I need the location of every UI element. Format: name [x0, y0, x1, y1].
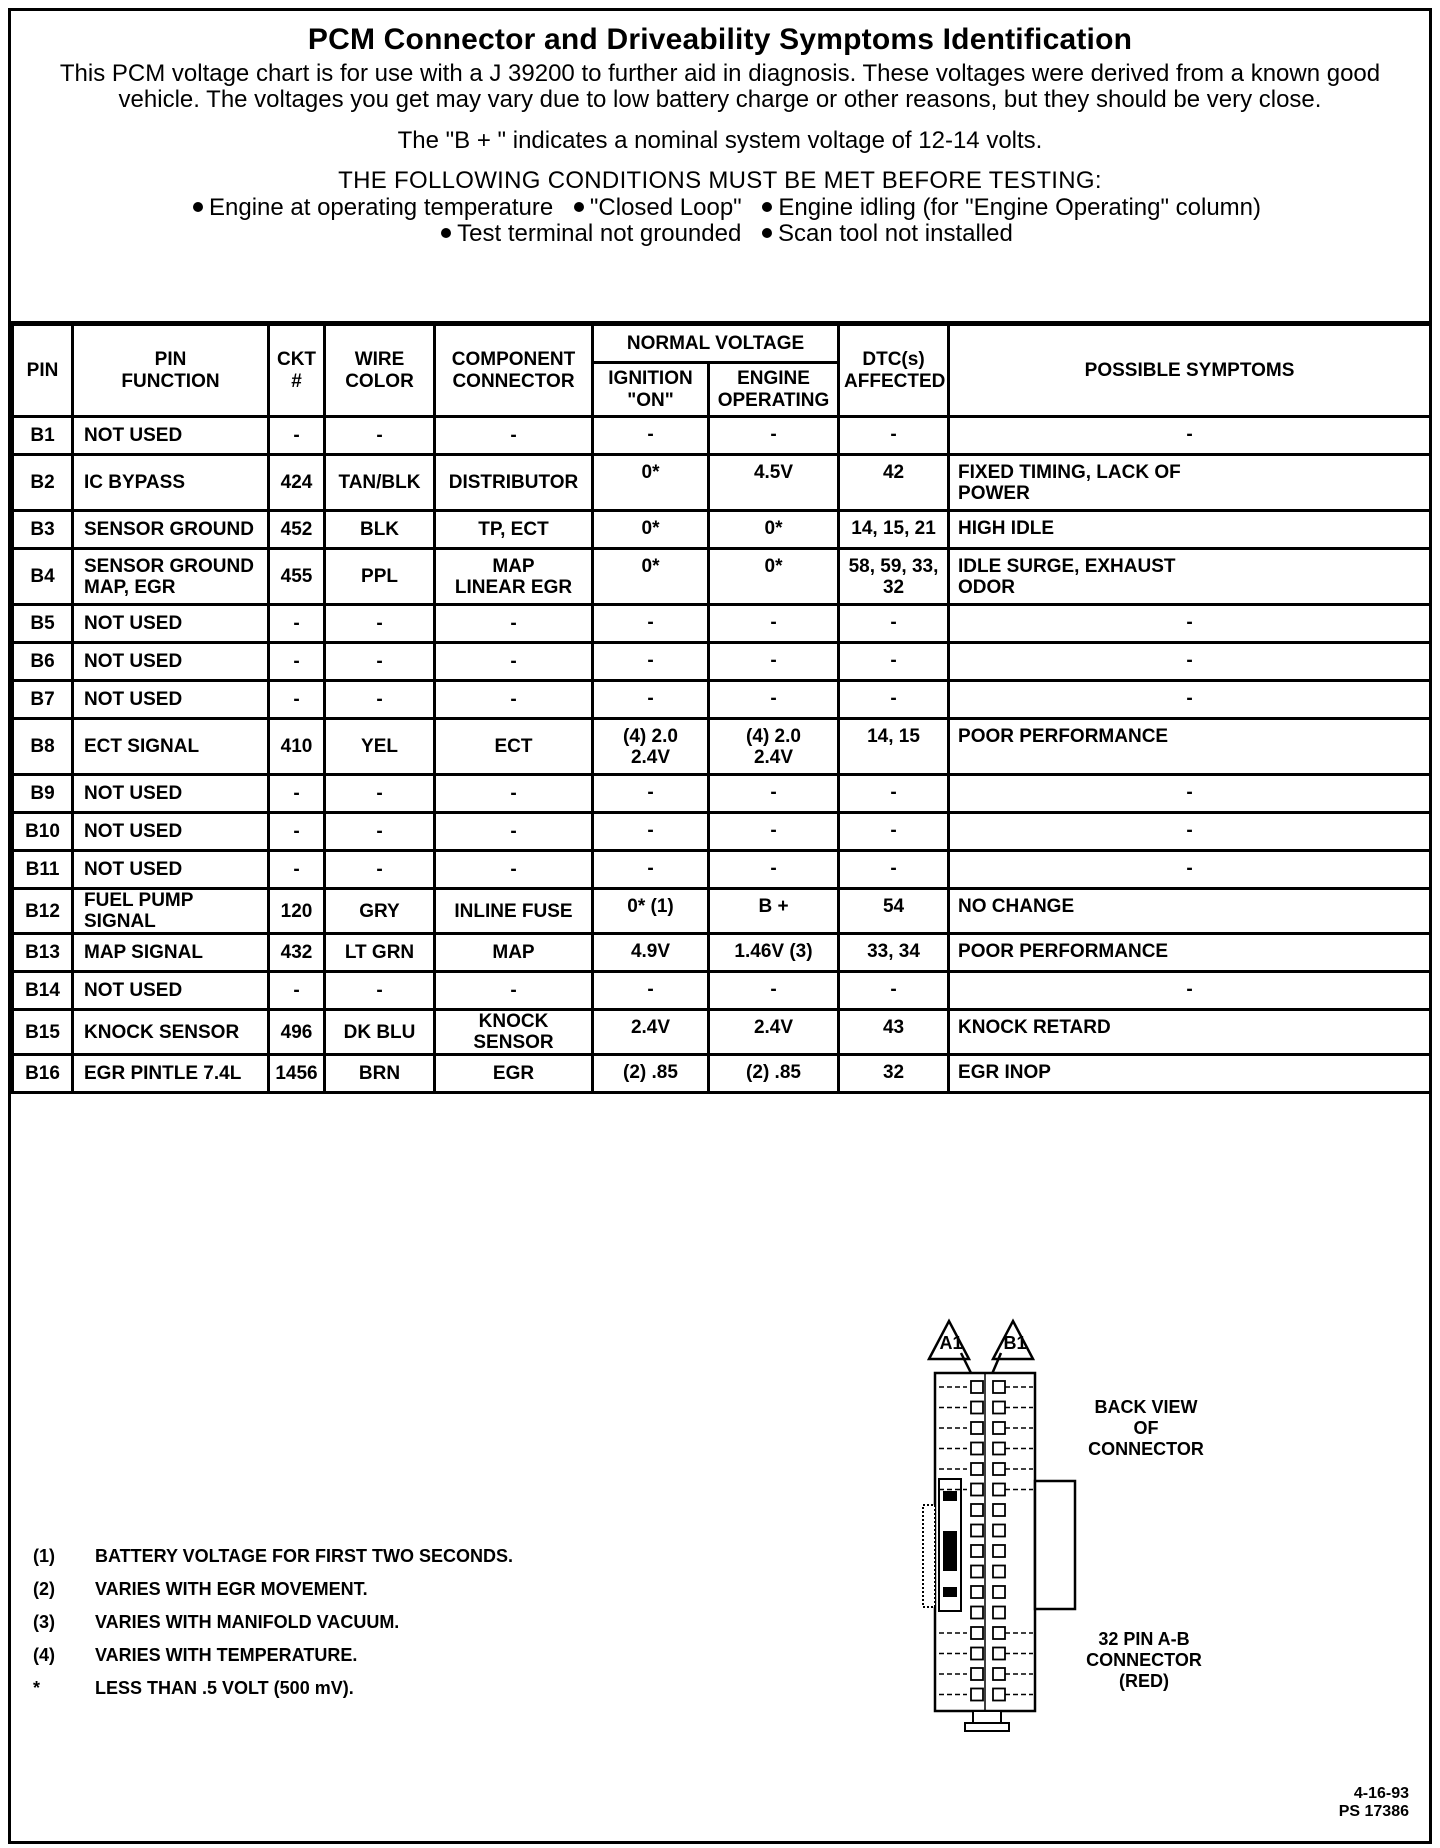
ignition-on-cell: - — [593, 605, 709, 643]
ckt-cell: - — [269, 417, 325, 455]
symptoms-cell: - — [949, 775, 1431, 813]
connector-pin — [971, 1525, 983, 1537]
connector-pin — [971, 1627, 983, 1639]
engine-operating-cell: (4) 2.0 2.4V — [709, 719, 839, 775]
table-row — [13, 813, 1431, 851]
dtc-cell: 33, 34 — [839, 934, 949, 972]
function-cell: NOT USED — [73, 851, 269, 889]
pin-cell: B5 — [13, 605, 73, 643]
table-row — [13, 549, 1431, 605]
wire-cell: - — [325, 851, 435, 889]
function-cell: NOT USED — [73, 681, 269, 719]
table-row — [13, 455, 1431, 511]
footnote-mark: (1) — [33, 1546, 55, 1566]
engine-operating-cell: B + — [709, 889, 839, 934]
engine-operating-cell: - — [709, 417, 839, 455]
connector-pin — [971, 1422, 983, 1434]
pin-cell: B1 — [13, 417, 73, 455]
footnote-text: VARIES WITH TEMPERATURE. — [95, 1645, 358, 1665]
symptoms-cell: POOR PERFORMANCE — [949, 934, 1431, 972]
ignition-on-cell: - — [593, 417, 709, 455]
connector-pin — [971, 1689, 983, 1701]
wire-cell: - — [325, 775, 435, 813]
function-cell: MAP SIGNAL — [73, 934, 269, 972]
footnote-text: VARIES WITH EGR MOVEMENT. — [95, 1579, 368, 1599]
footnote-mark: (2) — [33, 1579, 55, 1599]
ignition-on-cell: - — [593, 851, 709, 889]
table-row — [13, 889, 1431, 934]
wire-cell: YEL — [325, 719, 435, 775]
dtc-cell: - — [839, 681, 949, 719]
connector-pin — [993, 1648, 1005, 1660]
ignition-on-cell: - — [593, 813, 709, 851]
connector-pin — [993, 1627, 1005, 1639]
col-header-ignition-on: IGNITION "ON" — [593, 363, 709, 417]
pin-cell: B16 — [13, 1055, 73, 1093]
connector-pin — [993, 1545, 1005, 1557]
symptoms-cell: NO CHANGE — [949, 889, 1431, 934]
connector-pin — [993, 1463, 1005, 1475]
pin-cell: B11 — [13, 851, 73, 889]
ckt-cell: 452 — [269, 511, 325, 549]
symptoms-cell: POOR PERFORMANCE — [949, 719, 1431, 775]
pin-cell: B12 — [13, 889, 73, 934]
footer — [1339, 1785, 1409, 1821]
connector-latch — [1035, 1481, 1075, 1609]
connector-pin — [971, 1463, 983, 1475]
pin-cell: B9 — [13, 775, 73, 813]
dtc-cell: 42 — [839, 455, 949, 511]
ignition-on-cell: 0* (1) — [593, 889, 709, 934]
condition-item: Test terminal not grounded — [457, 220, 742, 247]
ignition-on-cell: 0* — [593, 455, 709, 511]
wire-cell: - — [325, 605, 435, 643]
ignition-on-cell: 0* — [593, 511, 709, 549]
ckt-cell: 455 — [269, 549, 325, 605]
footer-code: PS 17386 — [1338, 1803, 1409, 1820]
document-frame — [8, 8, 1432, 1844]
dtc-cell: 58, 59, 33, 32 — [839, 549, 949, 605]
b1-label: B1 — [1003, 1333, 1027, 1353]
wire-cell: - — [325, 681, 435, 719]
col-header-component: COMPONENT CONNECTOR — [435, 325, 593, 417]
component-cell: - — [435, 972, 593, 1010]
ckt-cell: 120 — [269, 889, 325, 934]
condition-item: Scan tool not installed — [778, 220, 1013, 247]
component-cell: - — [435, 851, 593, 889]
pin-cell: B10 — [13, 813, 73, 851]
col-header-function: PIN FUNCTION — [73, 325, 269, 417]
function-cell: SENSOR GROUND MAP, EGR — [73, 549, 269, 605]
table-row — [13, 1010, 1431, 1055]
function-cell: NOT USED — [73, 775, 269, 813]
ignition-on-cell: 2.4V — [593, 1010, 709, 1055]
footnote — [33, 1645, 513, 1678]
col-header-ckt: CKT # — [269, 325, 325, 417]
symptoms-cell: FIXED TIMING, LACK OF POWER — [949, 455, 1431, 511]
wire-cell: - — [325, 813, 435, 851]
symptoms-cell: - — [949, 851, 1431, 889]
component-cell: - — [435, 605, 593, 643]
connector-pin — [971, 1586, 983, 1598]
engine-operating-cell: 1.46V (3) — [709, 934, 839, 972]
footnote-mark: * — [33, 1678, 41, 1698]
pin-rows — [13, 417, 1431, 1093]
table-row — [13, 1055, 1431, 1093]
footnote-mark: (4) — [33, 1645, 55, 1665]
pin-cell: B8 — [13, 719, 73, 775]
wire-cell: BLK — [325, 511, 435, 549]
ckt-cell: - — [269, 643, 325, 681]
pin-cell: B13 — [13, 934, 73, 972]
connector-pin — [993, 1402, 1005, 1414]
back-view-label: BACK VIEW OF CONNECTOR — [1088, 1397, 1204, 1459]
col-header-engine-operating: ENGINE OPERATING — [709, 363, 839, 417]
engine-operating-cell: - — [709, 775, 839, 813]
pin-cell: B3 — [13, 511, 73, 549]
col-header-wire: WIRE COLOR — [325, 325, 435, 417]
ckt-cell: 424 — [269, 455, 325, 511]
connector-diagram — [901, 1311, 1261, 1751]
component-cell: KNOCK SENSOR — [435, 1010, 593, 1055]
connector-pin — [993, 1443, 1005, 1455]
connector-pin — [993, 1566, 1005, 1578]
connector-pin — [993, 1422, 1005, 1434]
wire-cell: LT GRN — [325, 934, 435, 972]
conditions-line-2 — [11, 221, 1429, 247]
connector-pin — [971, 1648, 983, 1660]
footnote-text: VARIES WITH MANIFOLD VACUUM. — [95, 1612, 400, 1632]
engine-operating-cell: - — [709, 643, 839, 681]
connector-pin — [971, 1668, 983, 1680]
bplus-note: The "B + " indicates a nominal system voltage of 12-14 volts. — [397, 127, 1043, 154]
function-cell: KNOCK SENSOR — [73, 1010, 269, 1055]
dtc-cell: - — [839, 417, 949, 455]
table-row — [13, 972, 1431, 1010]
footnote-text: LESS THAN .5 VOLT (500 mV). — [95, 1678, 354, 1698]
bullet-icon — [762, 228, 772, 238]
engine-operating-cell: - — [709, 605, 839, 643]
component-cell: - — [435, 813, 593, 851]
engine-operating-cell: - — [709, 681, 839, 719]
table-row — [13, 605, 1431, 643]
a1-label: A1 — [939, 1333, 963, 1353]
component-cell: DISTRIBUTOR — [435, 455, 593, 511]
connector-pin — [993, 1381, 1005, 1393]
wire-cell: PPL — [325, 549, 435, 605]
wire-cell: - — [325, 643, 435, 681]
function-cell: NOT USED — [73, 605, 269, 643]
bullet-icon — [574, 202, 584, 212]
ignition-on-cell: 0* — [593, 549, 709, 605]
pin-cell: B4 — [13, 549, 73, 605]
table-row — [13, 851, 1431, 889]
footnote — [33, 1612, 513, 1645]
component-cell: MAP LINEAR EGR — [435, 549, 593, 605]
table-row — [13, 511, 1431, 549]
function-cell: NOT USED — [73, 643, 269, 681]
symptoms-cell: - — [949, 681, 1431, 719]
col-header-dtc: DTC(s) AFFECTED — [839, 325, 949, 417]
pin-cell: B2 — [13, 455, 73, 511]
connector-pin — [971, 1381, 983, 1393]
symptoms-cell: - — [949, 605, 1431, 643]
conditions-heading: THE FOLLOWING CONDITIONS MUST BE MET BEFORE TESTING: — [338, 167, 1102, 194]
ignition-on-cell: - — [593, 643, 709, 681]
pin-table — [11, 323, 1432, 1094]
footnote-text: BATTERY VOLTAGE FOR FIRST TWO SECONDS. — [95, 1546, 513, 1566]
ckt-cell: 1456 — [269, 1055, 325, 1093]
engine-operating-cell: 2.4V — [709, 1010, 839, 1055]
component-cell: TP, ECT — [435, 511, 593, 549]
page-title: PCM Connector and Driveability Symptoms Identification — [307, 23, 1133, 56]
conditions-line-1 — [11, 195, 1429, 221]
connector-pin — [993, 1504, 1005, 1516]
ckt-cell: - — [269, 851, 325, 889]
ckt-cell: 432 — [269, 934, 325, 972]
connector-pin — [971, 1607, 983, 1619]
connector-pin — [971, 1484, 983, 1496]
wire-cell: DK BLU — [325, 1010, 435, 1055]
ckt-cell: - — [269, 813, 325, 851]
symptoms-cell: - — [949, 417, 1431, 455]
bullet-icon — [441, 228, 451, 238]
wire-cell: - — [325, 972, 435, 1010]
ignition-on-cell: - — [593, 972, 709, 1010]
ckt-cell: - — [269, 681, 325, 719]
function-cell: EGR PINTLE 7.4L — [73, 1055, 269, 1093]
component-cell: - — [435, 417, 593, 455]
bullet-icon — [193, 202, 203, 212]
table-row — [13, 775, 1431, 813]
engine-operating-cell: 0* — [709, 511, 839, 549]
function-cell: NOT USED — [73, 417, 269, 455]
engine-operating-cell: 4.5V — [709, 455, 839, 511]
engine-operating-cell: - — [709, 972, 839, 1010]
footnote-mark: (3) — [33, 1612, 55, 1632]
dtc-cell: - — [839, 851, 949, 889]
ignition-on-cell: 4.9V — [593, 934, 709, 972]
condition-item: Engine at operating temperature — [208, 194, 554, 221]
symptoms-cell: - — [949, 972, 1431, 1010]
symptoms-cell: KNOCK RETARD — [949, 1010, 1431, 1055]
symptoms-cell: - — [949, 643, 1431, 681]
wire-cell: BRN — [325, 1055, 435, 1093]
connector-pin — [993, 1689, 1005, 1701]
symptoms-cell: EGR INOP — [949, 1055, 1431, 1093]
table-row — [13, 681, 1431, 719]
ckt-cell: 496 — [269, 1010, 325, 1055]
dtc-cell: 43 — [839, 1010, 949, 1055]
connector-pin — [993, 1668, 1005, 1680]
ignition-on-cell: - — [593, 775, 709, 813]
ignition-on-cell: - — [593, 681, 709, 719]
dtc-cell: 54 — [839, 889, 949, 934]
connector-pin — [971, 1566, 983, 1578]
wire-cell: TAN/BLK — [325, 455, 435, 511]
table-row — [13, 417, 1431, 455]
symptoms-cell: - — [949, 813, 1431, 851]
component-cell: MAP — [435, 934, 593, 972]
component-cell: INLINE FUSE — [435, 889, 593, 934]
ignition-on-cell: (2) .85 — [593, 1055, 709, 1093]
function-cell: FUEL PUMP SIGNAL — [73, 889, 269, 934]
pin-cell: B15 — [13, 1010, 73, 1055]
footnote — [33, 1678, 513, 1711]
connector-pin — [971, 1402, 983, 1414]
footnote — [33, 1579, 513, 1612]
header — [11, 11, 1429, 324]
ckt-cell: - — [269, 775, 325, 813]
dtc-cell: - — [839, 972, 949, 1010]
connector-pin — [993, 1586, 1005, 1598]
connector-pin — [971, 1443, 983, 1455]
connector-pin — [971, 1504, 983, 1516]
ckt-cell: - — [269, 605, 325, 643]
ckt-cell: 410 — [269, 719, 325, 775]
component-cell: EGR — [435, 1055, 593, 1093]
pin-cell: B7 — [13, 681, 73, 719]
connector-pin — [993, 1607, 1005, 1619]
component-cell: - — [435, 775, 593, 813]
dtc-cell: - — [839, 643, 949, 681]
table-row — [13, 719, 1431, 775]
connector-pin — [971, 1545, 983, 1557]
col-header-normal-voltage: NORMAL VOLTAGE — [593, 325, 839, 363]
bullet-icon — [762, 202, 772, 212]
table-row — [13, 643, 1431, 681]
engine-operating-cell: 0* — [709, 549, 839, 605]
dtc-cell: 14, 15, 21 — [839, 511, 949, 549]
condition-item: Engine idling (for "Engine Operating" column) — [778, 194, 1262, 221]
footer-date: 4-16-93 — [1353, 1785, 1409, 1802]
function-cell: IC BYPASS — [73, 455, 269, 511]
function-cell: SENSOR GROUND — [73, 511, 269, 549]
engine-operating-cell: - — [709, 851, 839, 889]
symptoms-cell: IDLE SURGE, EXHAUST ODOR — [949, 549, 1431, 605]
component-cell: - — [435, 681, 593, 719]
wire-cell: - — [325, 417, 435, 455]
dtc-cell: - — [839, 775, 949, 813]
pin-cell: B14 — [13, 972, 73, 1010]
footnote — [33, 1546, 513, 1579]
function-cell: ECT SIGNAL — [73, 719, 269, 775]
ignition-on-cell: (4) 2.0 2.4V — [593, 719, 709, 775]
engine-operating-cell: - — [709, 813, 839, 851]
dtc-cell: 14, 15 — [839, 719, 949, 775]
dtc-cell: - — [839, 605, 949, 643]
table-row — [13, 934, 1431, 972]
connector-pin — [993, 1484, 1005, 1496]
symptoms-cell: HIGH IDLE — [949, 511, 1431, 549]
condition-item: "Closed Loop" — [589, 194, 742, 221]
pin-cell: B6 — [13, 643, 73, 681]
col-header-symptoms: POSSIBLE SYMPTOMS — [949, 325, 1431, 417]
col-header-pin: PIN — [13, 325, 73, 417]
connector-label: 32 PIN A-B CONNECTOR (RED) — [1086, 1629, 1202, 1691]
intro-text: This PCM voltage chart is for use with a J 39200 to further aid in diagnosis. These voltages were derived from a known good vehicle. The voltages you get may vary due to low battery charge or other reasons, but they should be very close. — [59, 60, 1381, 113]
component-cell: ECT — [435, 719, 593, 775]
engine-operating-cell: (2) .85 — [709, 1055, 839, 1093]
wire-cell: GRY — [325, 889, 435, 934]
connector-pin — [993, 1525, 1005, 1537]
ckt-cell: - — [269, 972, 325, 1010]
function-cell: NOT USED — [73, 972, 269, 1010]
function-cell: NOT USED — [73, 813, 269, 851]
component-cell: - — [435, 643, 593, 681]
dtc-cell: 32 — [839, 1055, 949, 1093]
footnotes — [33, 1546, 513, 1711]
dtc-cell: - — [839, 813, 949, 851]
